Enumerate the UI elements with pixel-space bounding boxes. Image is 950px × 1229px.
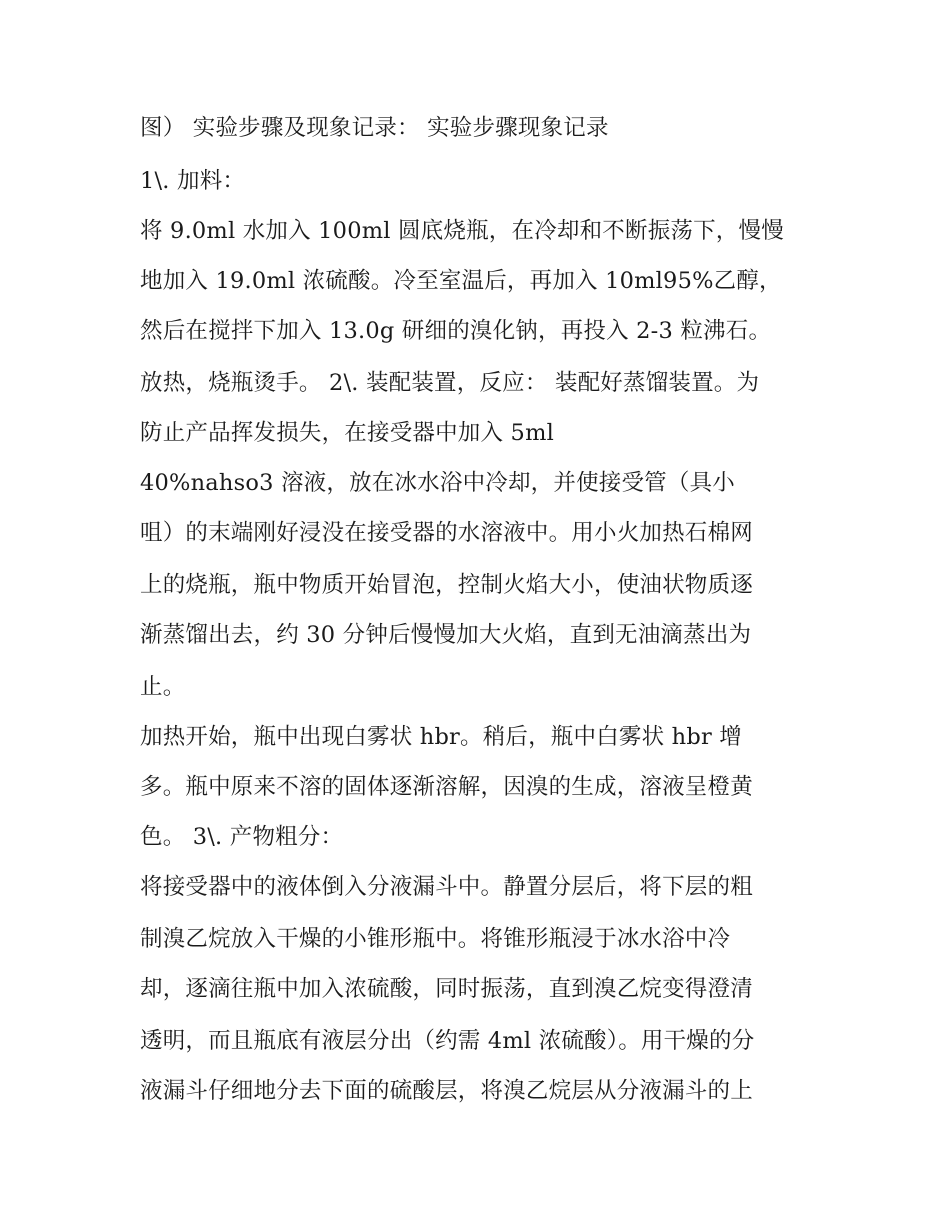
text-line: 咀）的末端刚好浸没在接受器的水溶液中。用小火加热石棉网 [140, 520, 753, 546]
text-line: 地加入 19.0ml 浓硫酸。冷至室温后，再加入 10ml95%乙醇， [140, 268, 782, 294]
text-line: 放热，烧瓶烫手。 2\. 装配装置，反应： 装配好蒸馏装置。为 [140, 370, 760, 396]
text-line: 将 9.0ml 水加入 100ml 圆底烧瓶，在冷却和不断振荡下，慢慢 [140, 218, 784, 244]
text-line: 渐蒸馏出去，约 30 分钟后慢慢加大火焰，直到无油滴蒸出为 [140, 622, 752, 648]
text-line: 却，逐滴往瓶中加入浓硫酸，同时振荡，直到溴乙烷变得澄清 [140, 976, 753, 1002]
text-line: 色。 3\. 产物粗分： [140, 824, 344, 850]
text-line: 防止产品挥发损失，在接受器中加入 5ml [140, 420, 554, 446]
text-line: 透明，而且瓶底有液层分出（约需 4ml 浓硫酸）。用干燥的分 [140, 1028, 755, 1054]
text-line: 止。 [140, 674, 186, 700]
text-line: 图） 实验步骤及现象记录： 实验步骤现象记录 [140, 115, 609, 141]
text-line: 制溴乙烷放入干燥的小锥形瓶中。将锥形瓶浸于冰水浴中冷 [140, 926, 731, 952]
text-line: 然后在搅拌下加入 13.0g 研细的溴化钠，再投入 2-3 粒沸石。 [140, 318, 772, 344]
text-line: 液漏斗仔细地分去下面的硫酸层，将溴乙烷层从分液漏斗的上 [140, 1078, 753, 1104]
text-line: 加热开始，瓶中出现白雾状 hbr。稍后，瓶中白雾状 hbr 增 [140, 724, 742, 750]
text-line: 1\. 加料： [140, 168, 246, 194]
text-line: 将接受器中的液体倒入分液漏斗中。静置分层后，将下层的粗 [140, 874, 753, 900]
text-line: 40%nahso3 溶液，放在冰水浴中冷却，并使接受管（具小 [140, 470, 735, 496]
text-line: 多。瓶中原来不溶的固体逐渐溶解，因溴的生成，溶液呈橙黄 [140, 774, 753, 800]
text-line: 上的烧瓶，瓶中物质开始冒泡，控制火焰大小，使油状物质逐 [140, 572, 753, 598]
